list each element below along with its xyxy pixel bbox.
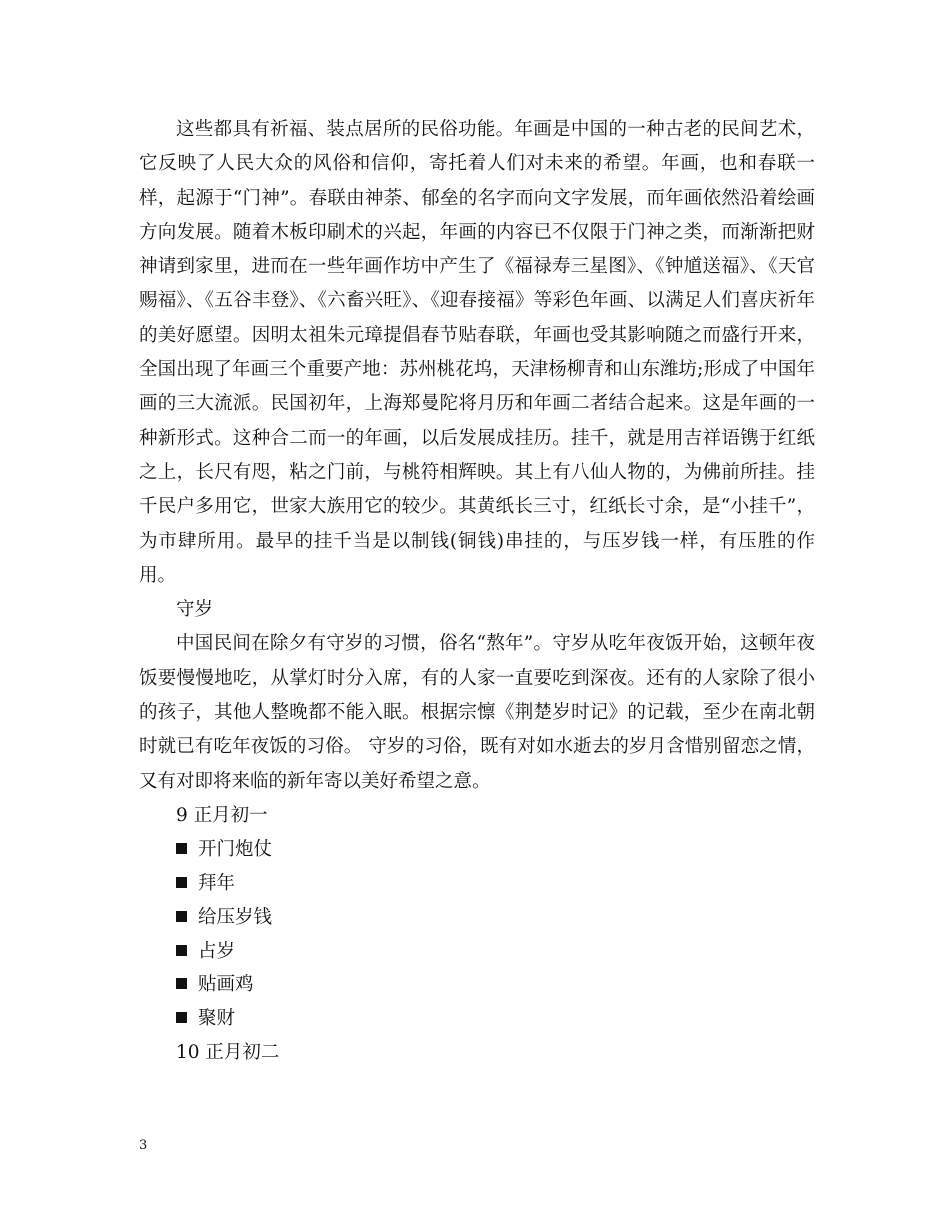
list-item — [139, 935, 815, 969]
paragraph-shousui: 中国民间在除夕有守岁的习惯，俗名“熬年”。守岁从吃年夜饭开始，这顿年夜饭要慢慢地吃，从掌灯时分入席，有的人家一直要吃到深夜。还有的人家除了很小的孩子，其他人整晚都不能入眠。根据宗懔《荆楚岁时记》的记载，至少在南北朝时就已有吃年夜饭的习俗。 守岁的习俗，既有对如水逝去的岁月含惜别留恋之情，又有对即将来临的新年寄以美好希望之意。 — [139, 633, 815, 792]
square-bullet-icon — [176, 877, 187, 888]
heading-section-9: 9 正月初一 — [176, 804, 268, 826]
heading-section-10: 10 正月初二 — [176, 1042, 280, 1064]
list-item — [139, 968, 815, 1002]
list-item-text: 贴画鸡 — [198, 974, 254, 996]
square-bullet-icon — [176, 945, 187, 956]
square-bullet-icon — [176, 911, 187, 922]
list-item — [139, 833, 815, 867]
list-item-text: 给压岁钱 — [198, 906, 273, 928]
page-content — [139, 113, 815, 1070]
square-bullet-icon — [176, 1012, 187, 1023]
square-bullet-icon — [176, 843, 187, 854]
list-item-text: 聚财 — [198, 1008, 236, 1030]
paragraph-nianhua: 这些都具有祈福、装点居所的民俗功能。年画是中国的一种古老的民间艺术，它反映了人民大众的风俗和信仰，寄托着人们对未来的希望。年画，也和春联一样，起源于“门神”。春联由神荼、郁垒的名字而向文字发展，而年画依然沿着绘画方向发展。随着木板印刷术的兴起，年画的内容已不仅限于门神之类，而渐渐把财神请到家里，进而在一些年画作坊中产生了《福禄寿三星图》、《钟馗送福》、《天官赐福》、《五谷丰登》、《六畜兴旺》、《迎春接福》等彩色年画、以满足人们喜庆祈年的美好愿望。因明太祖朱元璋提倡春节贴春联，年画也受其影响随之而盛行开来，全国出现了年画三个重要产地：苏州桃花坞，天津杨柳青和山东潍坊;形成了中国年画的三大流派。民国初年，上海郑曼陀将月历和年画二者结合起来。这是年画的一种新形式。这种合二而一的年画，以后发展成挂历。挂千，就是用吉祥语镌于红纸之上，长尺有咫，粘之门前，与桃符相辉映。其上有八仙人物的，为佛前所挂。挂千民户多用它，世家大族用它的较少。其黄纸长三寸，红纸长寸余，是“小挂千”，为市肆所用。最早的挂千当是以制钱(铜钱)串挂的，与压岁钱一样，有压胜的作用。 — [139, 119, 815, 586]
list-item — [139, 901, 815, 935]
list-item-text: 占岁 — [198, 940, 236, 962]
list-item — [139, 867, 815, 901]
bullet-list — [139, 833, 815, 1036]
list-item-text: 拜年 — [198, 873, 236, 895]
list-item — [139, 1002, 815, 1036]
heading-shousui: 守岁 — [176, 599, 214, 621]
page-number: 3 — [139, 1138, 148, 1153]
square-bullet-icon — [176, 978, 187, 989]
list-item-text: 开门炮仗 — [198, 839, 273, 861]
